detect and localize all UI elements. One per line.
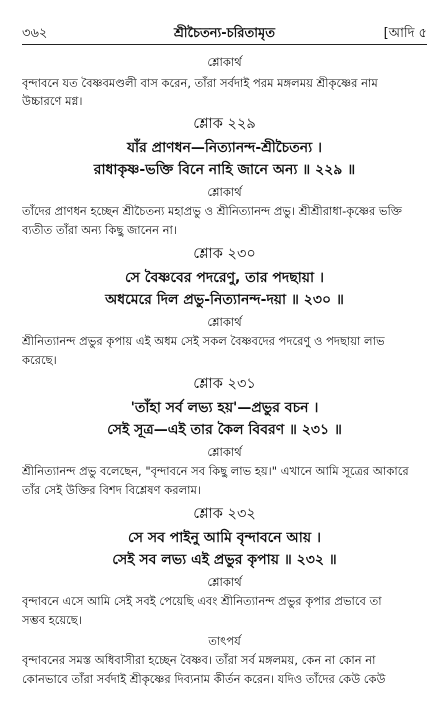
prose-line: শ্রীনিত্যানন্দ প্রভুর কৃপায় এই অধম সেই সকল বৈষ্ণবদের পদরেণু ও পদছায়া লাভ — [22, 334, 385, 348]
page-number: ৩৬২ — [22, 26, 48, 41]
verse-line: যাঁর প্রাণধন—নিত্যানন্দ-শ্রীচৈতন্য । — [126, 140, 323, 156]
verse-line: সে বৈষ্ণবের পদরেণু, তার পদছায়া । — [125, 270, 324, 286]
page-header — [22, 22, 427, 42]
chapter-marker: [আদি ৫ — [383, 26, 427, 41]
section-label: শ্লোকার্থ — [207, 185, 242, 199]
verse-line: 'তাঁহা সর্ব লভ্য হয়'—প্রভুর বচন । — [130, 400, 319, 416]
verse-line: অধমেরে দিল প্রভু-নিত্যানন্দ-দয়া ॥ ২৩০ ॥ — [105, 292, 344, 308]
prose-line: করেছে। — [22, 353, 57, 367]
prose-line: সম্ভব হয়েছে। — [22, 613, 82, 627]
verse-line: সে সব পাইনু আমি বৃন্দাবনে আয় । — [128, 530, 321, 546]
book-title: শ্রীচৈতন্য-চরিতামৃত — [173, 26, 276, 41]
section-label: শ্লোকার্থ — [207, 575, 242, 589]
section-label: শ্লোকার্থ — [207, 55, 242, 69]
verse-line: সেই সব লভ্য এই প্রভুর কৃপায় ॥ ২৩২ ॥ — [112, 552, 337, 568]
section-label: তাৎপর্য — [208, 634, 241, 648]
verse-heading: শ্লোক ২২৯ — [193, 116, 256, 132]
prose-line: বৃন্দাবনে যত বৈষ্ণবমণ্ডলী বাস করেন, তাঁরা সর্বদাই পরম মঙ্গলময় শ্রীকৃষ্ণের নাম — [22, 76, 378, 90]
verse-heading: শ্লোক ২৩০ — [193, 246, 256, 262]
prose-line: ব্যতীত তাঁরা অন্য কিছু জানেন না। — [22, 223, 177, 237]
verse-heading: শ্লোক ২৩১ — [193, 376, 256, 392]
prose-line: উচ্চারণে মগ্ন। — [22, 94, 83, 108]
verse-heading: শ্লোক ২৩২ — [193, 506, 256, 522]
verse-line: রাধাকৃষ্ণ-ভক্তি বিনে নাহি জানে অন্য ॥ ২২৯ ॥ — [93, 162, 356, 178]
prose-line: বৃন্দাবনের সমস্ত অধিবাসীরা হচ্ছেন বৈষ্ণব। তাঁরা সর্ব মঙ্গলময়, কেন না কোন না — [22, 653, 376, 667]
prose-line: তাঁদের প্রাণধন হচ্ছেন শ্রীচৈতন্য মহাপ্রভু ও শ্রীনিত্যানন্দ প্রভু। শ্রীশ্রীরাধা-কৃষ্ণের ভক্তি — [22, 204, 402, 218]
prose-line: বৃন্দাবনে এসে আমি সেই সবই পেয়েছি এবং শ্রীনিত্যানন্দ প্রভুর কৃপার প্রভাবে তা — [22, 594, 382, 608]
section-label: শ্লোকার্থ — [207, 445, 242, 459]
prose-line: শ্রীনিত্যানন্দ প্রভু বলেছেন, "বৃন্দাবনে সব কিছু লাভ হয়।" এখানে আমি সূত্রের আকারে — [22, 464, 409, 478]
prose-line: তাঁর সেই উক্তির বিশদ বিশ্লেষণ করলাম। — [22, 483, 201, 497]
verse-line: সেই সূত্র—এই তার কৈল বিবরণ ॥ ২৩১ ॥ — [107, 422, 342, 438]
header-rule — [22, 44, 427, 45]
section-label: শ্লোকার্থ — [207, 315, 242, 329]
prose-line: কোনভাবে তাঁরা সর্বদাই শ্রীকৃষ্ণের দিব্যনাম কীর্তন করেন। যদিও তাঁদের কেউ কেউ — [22, 672, 386, 686]
